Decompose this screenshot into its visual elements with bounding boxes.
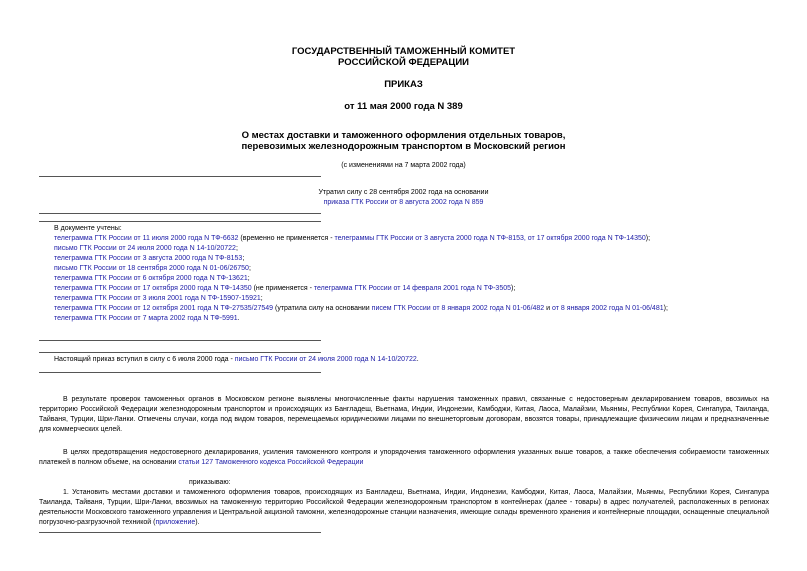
effective-note: Настоящий приказ вступил в силу с 6 июля 2000 года - письмо ГТК России от 24 июля 2000 года N 14-10/20722.: [54, 356, 419, 363]
doc-link[interactable]: письмо ГТК России от 24 июля 2000 года N 14-10/20722: [54, 245, 236, 252]
org-name-line1: ГОСУДАРСТВЕННЫЙ ТАМОЖЕННЫЙ КОМИТЕТ: [291, 46, 516, 57]
paragraph-2: В целях предотвращения недостоверного декларирования, усиления таможенного контроля и упорядочения таможенного оформления указанных выше товаров, а также обеспечения собираемости таможенных платежей в полном объеме, на основании статьи 127 Таможенного кодекса Российской Федерации: [39, 449, 769, 466]
doc-date: от 11 мая 2000 года N 389: [344, 101, 463, 112]
list-item: телеграмма ГТК России от 3 августа 2000 года N ТФ-8153;: [54, 255, 245, 262]
doc-link[interactable]: телеграмма ГТК России от 11 июля 2000 года N ТФ-6632: [54, 235, 239, 242]
list-item: письмо ГТК России от 18 сентября 2000 года N 01-06/26750;: [54, 265, 251, 272]
divider: [39, 532, 321, 533]
list-item: телеграмма ГТК России от 11 июля 2000 года N ТФ-6632 (временно не применяется - телеграммы ГТК России от 3 августа 2000 года N ТФ-8153, от 17 октября 2000 года N ТФ-14350);: [54, 235, 651, 242]
list-item: телеграмма ГТК России от 12 октября 2001 года N ТФ-27535/27549 (утратила силу на основании писем ГТК России от 8 января 2002 года N 01-06/482 и от 8 января 2002 года N 01-06/481);: [54, 305, 668, 312]
list-item: письмо ГТК России от 24 июля 2000 года N 14-10/20722;: [54, 245, 238, 252]
divider: [39, 176, 321, 177]
status-line: Утратил силу с 28 сентября 2002 года на основании: [318, 189, 489, 196]
list-item: телеграмма ГТК России от 3 июля 2001 года N ТФ-15907-15921;: [54, 295, 263, 302]
doc-link[interactable]: телеграмма ГТК России от 3 июля 2001 года N ТФ-15907-15921: [54, 295, 261, 302]
doc-type: ПРИКАЗ: [384, 79, 423, 90]
status-link[interactable]: приказа ГТК России от 8 августа 2002 года N 859: [323, 199, 484, 206]
doc-link[interactable]: от 8 января 2002 года N 01-06/481: [552, 305, 664, 312]
doc-link[interactable]: телеграмма ГТК России от 14 февраля 2001 года N ТФ-3505: [313, 285, 511, 292]
doc-link[interactable]: письмо ГТК России от 24 июля 2000 года N 14-10/20722: [234, 356, 417, 363]
divider: [39, 221, 321, 222]
doc-link[interactable]: приложение: [155, 519, 196, 526]
list-item: телеграмма ГТК России от 7 марта 2002 года N ТФ-5991.: [54, 315, 240, 322]
org-name-line2: РОССИЙСКОЙ ФЕДЕРАЦИИ: [337, 57, 469, 68]
accounted-heading: В документе учтены:: [54, 225, 122, 232]
doc-link[interactable]: телеграмма ГТК России от 12 октября 2001 года N ТФ-27535/27549: [54, 305, 274, 312]
divider: [39, 340, 321, 341]
doc-link[interactable]: писем ГТК России от 8 января 2002 года N 01-06/482: [371, 305, 545, 312]
doc-link[interactable]: телеграммы ГТК России от 3 августа 2000 года N ТФ-8153, от 17 октября 2000 года N ТФ-14350: [334, 235, 646, 242]
paragraph-1: В результате проверок таможенных органов в Московском регионе выявлены многочисленные факты нарушения таможенных правил, связанные с недостоверным декларированием товаров, ввозимых на территорию Российской Федерации железнодорожным транспортом и происходящих из Бангладеш, Вьетнама, Индии, Индонезии, Камбоджи, Китая, Лаоса, Малайзии, Мьянмы, Республики Корея, Сингапура, Таиланда, Тайваня, Турции, Шри-Ланки. Отмечены случаи, когда под видом товаров, перемещаемых юридическими лицами по внешнеторговым договорам, ввозятся товары, принадлежащие физическим лицам и предназначенные для коммерческих целей.: [39, 396, 769, 433]
divider: [39, 372, 321, 373]
divider: [39, 352, 321, 353]
doc-link[interactable]: телеграмма ГТК России от 17 октября 2000 года N ТФ-14350: [54, 285, 252, 292]
amendments-note: (с изменениями на 7 марта 2002 года): [341, 162, 466, 169]
list-item: телеграмма ГТК России от 17 октября 2000 года N ТФ-14350 (не применяется - телеграмма ГТК России от 14 февраля 2001 года N ТФ-3505);: [54, 285, 516, 292]
doc-link[interactable]: письмо ГТК России от 18 сентября 2000 года N 01-06/26750: [54, 265, 249, 272]
doc-title-line1: О местах доставки и таможенного оформления отдельных товаров,: [241, 130, 566, 141]
order-word: приказываю:: [189, 479, 231, 486]
doc-link[interactable]: статьи 127 Таможенного кодекса Российской Федерации: [178, 459, 364, 466]
doc-link[interactable]: телеграмма ГТК России от 7 марта 2002 года N ТФ-5991: [54, 315, 238, 322]
divider: [39, 213, 321, 214]
list-item: телеграмма ГТК России от 6 октября 2000 года N ТФ-13621;: [54, 275, 250, 282]
doc-title-line2: перевозимых железнодорожным транспортом в Московский регион: [241, 141, 566, 152]
accounted-list: [54, 224, 668, 324]
doc-link[interactable]: телеграмма ГТК России от 6 октября 2000 года N ТФ-13621: [54, 275, 248, 282]
doc-link[interactable]: телеграмма ГТК России от 3 августа 2000 года N ТФ-8153: [54, 255, 243, 262]
paragraph-3: 1. Установить местами доставки и таможенного оформления товаров, происходящих из Бангладеш, Вьетнама, Индии, Индонезии, Камбоджи, Китая, Лаоса, Малайзии, Мьянмы, Республики Корея, Сингапура Таиланда, Тайваня, Турции, Шри-Ланки, ввозимых на таможенную территорию Российской Федерации железнодорожным транспортом в контейнерах (далее - товары) в адрес получателей, расположенных в регионах деятельности Московского таможенного управления и Центральной акцизной таможни, железнодорожные станции назначения, имеющие склады временного хранения и контейнерные площадки, оснащенные специальной погрузочно-разгрузочной техникой (приложение).: [39, 489, 769, 526]
